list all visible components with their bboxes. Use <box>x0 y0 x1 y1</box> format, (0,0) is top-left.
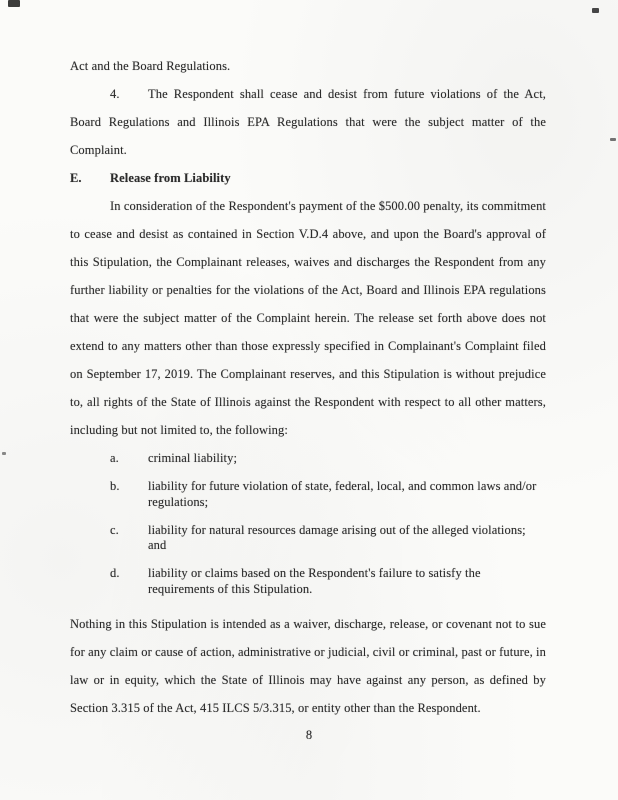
scan-artifact <box>2 452 6 455</box>
heading-title: Release from Liability <box>110 171 231 185</box>
paragraph-closing: Nothing in this Stipulation is intended as a waiver, discharge, release, or covenant not to sue for any claim or cause of action, administrative or judicial, civil or criminal, past or future, in law or in equity, which the State of Illinois may have against any person, as defined by Section 3.315 of the Act, 415 ILCS 5/3.315, or entity other than the Respondent. <box>70 616 546 715</box>
list-item <box>70 566 546 597</box>
section-heading-e <box>70 164 546 192</box>
list-item <box>70 451 546 467</box>
item-number: 4. <box>110 87 120 101</box>
list-item-label: b. <box>110 479 120 493</box>
scan-artifact <box>592 8 599 13</box>
list-item <box>70 479 546 510</box>
item-text: The Respondent shall cease and desist from future violations of the Act, Board Regulations and Illinois EPA Regulations that were the subject matter of the Complaint. <box>70 87 546 157</box>
list-item-label: a. <box>110 451 119 465</box>
list-item-label: d. <box>110 566 120 580</box>
list-item <box>70 523 546 554</box>
scan-artifact <box>610 138 616 141</box>
list-item-text: liability or claims based on the Respondent's failure to satisfy the requirements of this Stipulation. <box>148 566 481 596</box>
list-item-text: liability for natural resources damage arising out of the alleged violations; and <box>148 522 526 552</box>
subitem-list <box>70 451 546 597</box>
list-item-label: c. <box>110 522 119 537</box>
scan-artifact <box>8 0 20 7</box>
numbered-paragraph-4 <box>70 80 546 164</box>
paragraph-release: In consideration of the Respondent's payment of the $500.00 penalty, its commitment to cease and desist as contained in Section V.D.4 above, and upon the Board's approval of this Stipulation, the Complainant releases, waives and discharges the Respondent from any further liability or penalties for the violations of the Act, Board and Illinois EPA regulations that were the subject matter of the Complaint herein. The release set forth above does not extend to any matters other than those expressly specified in Complainant's Complaint filed on September 17, 2019. The Complainant reserves, and this Stipulation is without prejudice to, all rights of the State of Illinois against the Respondent with respect to all other matters, including but not limited to, the following: <box>70 199 546 437</box>
page-number: 8 <box>305 728 313 742</box>
document-body <box>70 52 546 722</box>
paragraph-intro: Act and the Board Regulations. <box>70 59 231 73</box>
list-item-text: liability for future violation of state, federal, local, and common laws and/or regulations; <box>148 479 537 509</box>
list-item-text: criminal liability; <box>148 451 238 465</box>
heading-number: E. <box>70 171 82 185</box>
